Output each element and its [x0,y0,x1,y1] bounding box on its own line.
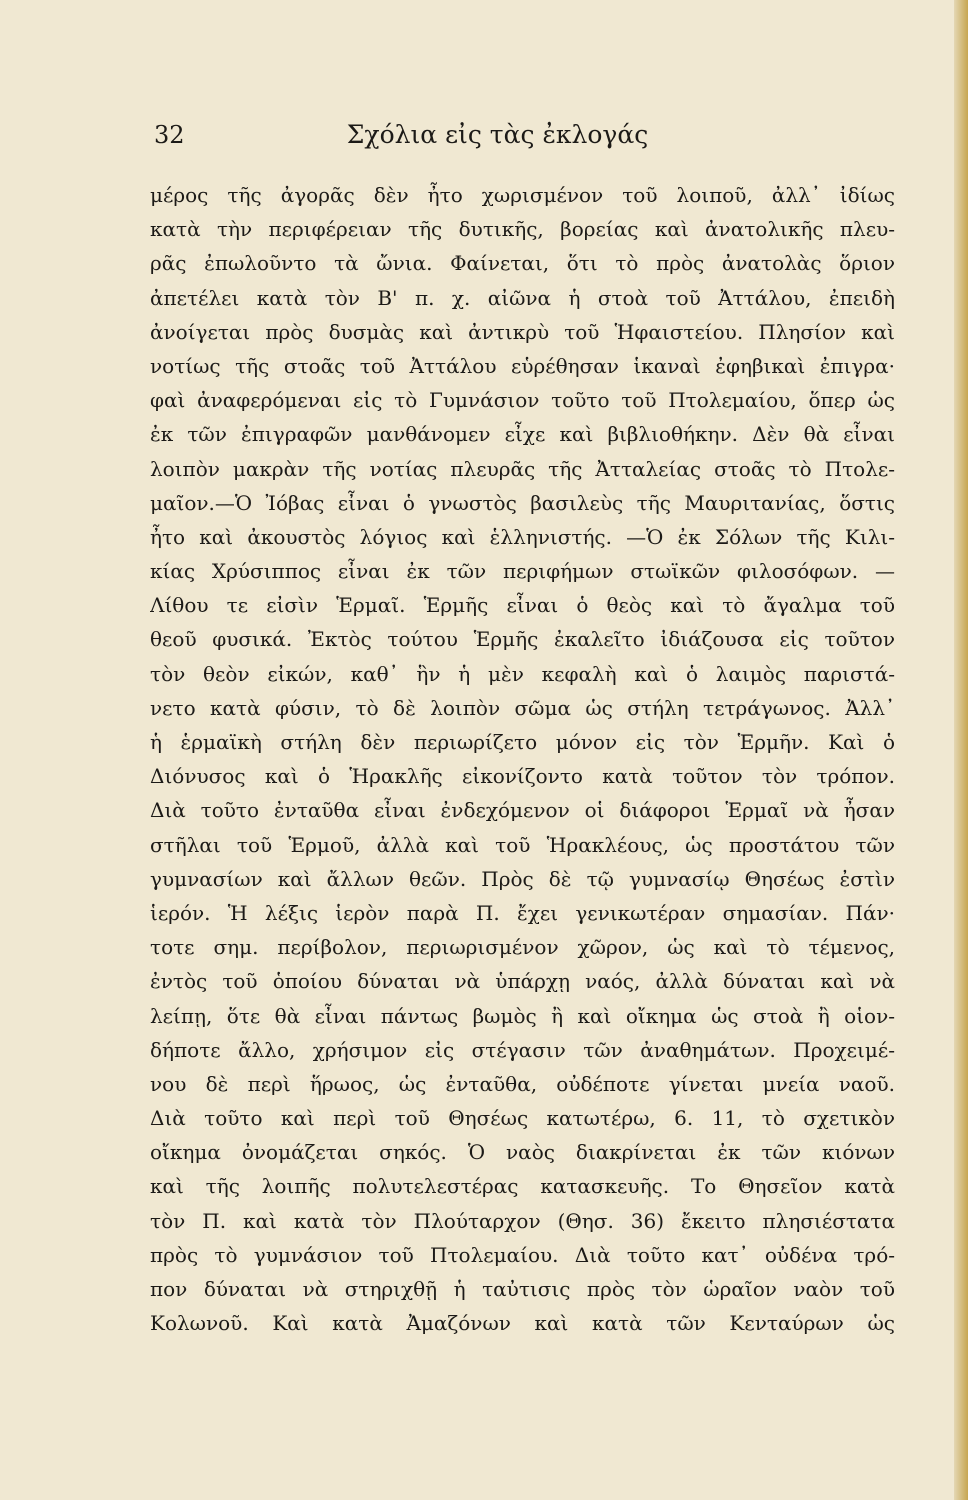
text-line: στῆλαι τοῦ Ἑρμοῦ, ἀλλὰ καὶ τοῦ Ἡρακλέους, ὡς προστάτου τῶν [150,832,895,857]
text-line: ἦτο καὶ ἀκουστὸς λόγιος καὶ ἑλληνιστής. —Ὁ ἐκ Σόλων τῆς Κιλι- [150,524,895,549]
text-line: ἀνοίγεται πρὸς δυσμὰς καὶ ἀντικρὺ τοῦ Ἡφαιστείου. Πλησίον καὶ [150,319,895,344]
text-line: ἀπετέλει κατὰ τὸν Β' π. χ. αἰῶνα ἡ στοὰ τοῦ Ἀττάλου, ἐπειδὴ [150,285,895,310]
text-line: νου δὲ περὶ ἥρωος, ὡς ἐνταῦθα, οὐδέποτε γίνεται μνεία ναοῦ. [150,1071,895,1096]
text-line: κίας Χρύσιππος εἶναι ἐκ τῶν περιφήμων στωϊκῶν φιλοσόφων. — [150,559,895,584]
text-line: Κολωνοῦ. Καὶ κατὰ Ἀμαζόνων καὶ κατὰ τῶν Κενταύρων ὡς [150,1311,895,1336]
text-line: οἴκημα ὀνομάζεται σηκός. Ὁ ναὸς διακρίνεται ἐκ τῶν κιόνων [150,1140,895,1165]
text-line: νετο κατὰ φύσιν, τὸ δὲ λοιπὸν σῶμα ὡς στήλη τετράγωνος. Ἀλλ᾿ [150,695,895,720]
text-line: ἱερόν. Ἡ λέξις ἱερὸν παρὰ Π. ἔχει γενικωτέραν σημασίαν. Πάν· [150,900,895,925]
text-line: ἡ ἑρμαϊκὴ στήλη δὲν περιωρίζετο μόνον εἰς τὸν Ἑρμῆν. Καὶ ὁ [150,730,895,754]
text-line: Λίθου τε εἰσὶν Ἑρμαῖ. Ἑρμῆς εἶναι ὁ θεὸς καὶ τὸ ἄγαλμα τοῦ [150,593,895,618]
text-line: δήποτε ἄλλο, χρήσιμον εἰς στέγασιν τῶν ἀναθημάτων. Προχειμέ- [150,1037,895,1062]
text-line: λοιπὸν μακρὰν τῆς νοτίας πλευρᾶς τῆς Ἀτταλείας στοᾶς τὸ Πτολε- [150,456,895,481]
text-line: ἐντὸς τοῦ ὁποίου δύναται νὰ ὑπάρχῃ ναός, ἀλλὰ δύναται καὶ νὰ [150,969,895,994]
text-line: λείπῃ, ὅτε θὰ εἶναι πάντως βωμὸς ἢ καὶ οἴκημα ὡς στοὰ ἢ οἱον- [150,1003,895,1028]
text-line: πον δύναται νὰ στηριχθῇ ἡ ταὐτισις πρὸς τὸν ὡραῖον ναὸν τοῦ [150,1277,895,1301]
text-line: θεοῦ φυσικά. Ἐκτὸς τούτου Ἑρμῆς ἐκαλεῖτο ἰδιάζουσα εἰς τοῦτον [150,627,895,652]
text-line: καὶ τῆς λοιπῆς πολυτελεστέρας κατασκευῆς. Το Θησεῖον κατὰ [150,1174,895,1199]
text-line: ἐκ τῶν ἐπιγραφῶν μανθάνομεν εἶχε καὶ βιβλιοθήκην. Δὲν θὰ εἶναι [150,422,895,447]
text-line: τὸν Π. καὶ κατὰ τὸν Πλούταρχον (Θησ. 36) ἔκειτο πλησιέστατα [150,1208,895,1233]
text-line: Διὰ τοῦτο ἐνταῦθα εἶναι ἐνδεχόμενον οἱ διάφοροι Ἑρμαῖ νὰ ἦσαν [150,798,895,823]
text-line: Διὰ τοῦτο καὶ περὶ τοῦ Θησέως κατωτέρω, 6. 11, τὸ σχετικὸν [150,1106,895,1131]
text-line: πρὸς τὸ γυμνάσιον τοῦ Πτολεμαίου. Διὰ τοῦτο κατ᾿ οὐδένα τρό- [150,1242,895,1267]
text-line: ρᾶς ἐπωλοῦντο τὰ ὤνια. Φαίνεται, ὅτι τὸ πρὸς ἀνατολὰς ὅριον [150,251,895,276]
text-line: μαῖον.—Ὁ Ἰόβας εἶναι ὁ γνωστὸς βασιλεὺς τῆς Μαυριτανίας, ὅστις [150,490,895,515]
text-line: τὸν θεὸν εἰκών, καθ᾿ ἣν ἡ μὲν κεφαλὴ καὶ ὁ λαιμὸς παριστά- [150,661,895,686]
running-title: Σχόλια εἰς τὰς ἐκλογάς [346,120,649,149]
page-number: 32 [154,121,185,149]
text-line: Διόνυσος καὶ ὁ Ἡρακλῆς εἰκονίζοντο κατὰ τοῦτον τὸν τρόπον. [150,764,895,789]
text-line: τοτε σημ. περίβολον, περιωρισμένον χῶρον, ὡς καὶ τὸ τέμενος, [150,935,895,960]
page-edge-shadow [954,0,968,1500]
text-line: νοτίως τῆς στοᾶς τοῦ Ἀττάλου εὑρέθησαν ἱκαναὶ ἐφηβικαὶ ἐπιγρα· [150,353,895,378]
running-head [0,117,954,153]
text-line: κατὰ τὴν περιφέρειαν τῆς δυτικῆς, βορείας καὶ ἀνατολικῆς πλευ- [150,217,895,242]
text-line: μέρος τῆς ἀγορᾶς δὲν ἦτο χωρισμένον τοῦ λοιποῦ, ἀλλ᾿ ἰδίως [150,183,895,207]
text-line: φαὶ ἀναφερόμεναι εἰς τὸ Γυμνάσιον τοῦτο τοῦ Πτολεμαίου, ὅπερ ὡς [150,388,895,413]
text-line: γυμνασίων καὶ ἄλλων θεῶν. Πρὸς δὲ τῷ γυμνασίῳ Θησέως ἐστὶν [150,866,895,891]
body-text [150,178,895,1340]
